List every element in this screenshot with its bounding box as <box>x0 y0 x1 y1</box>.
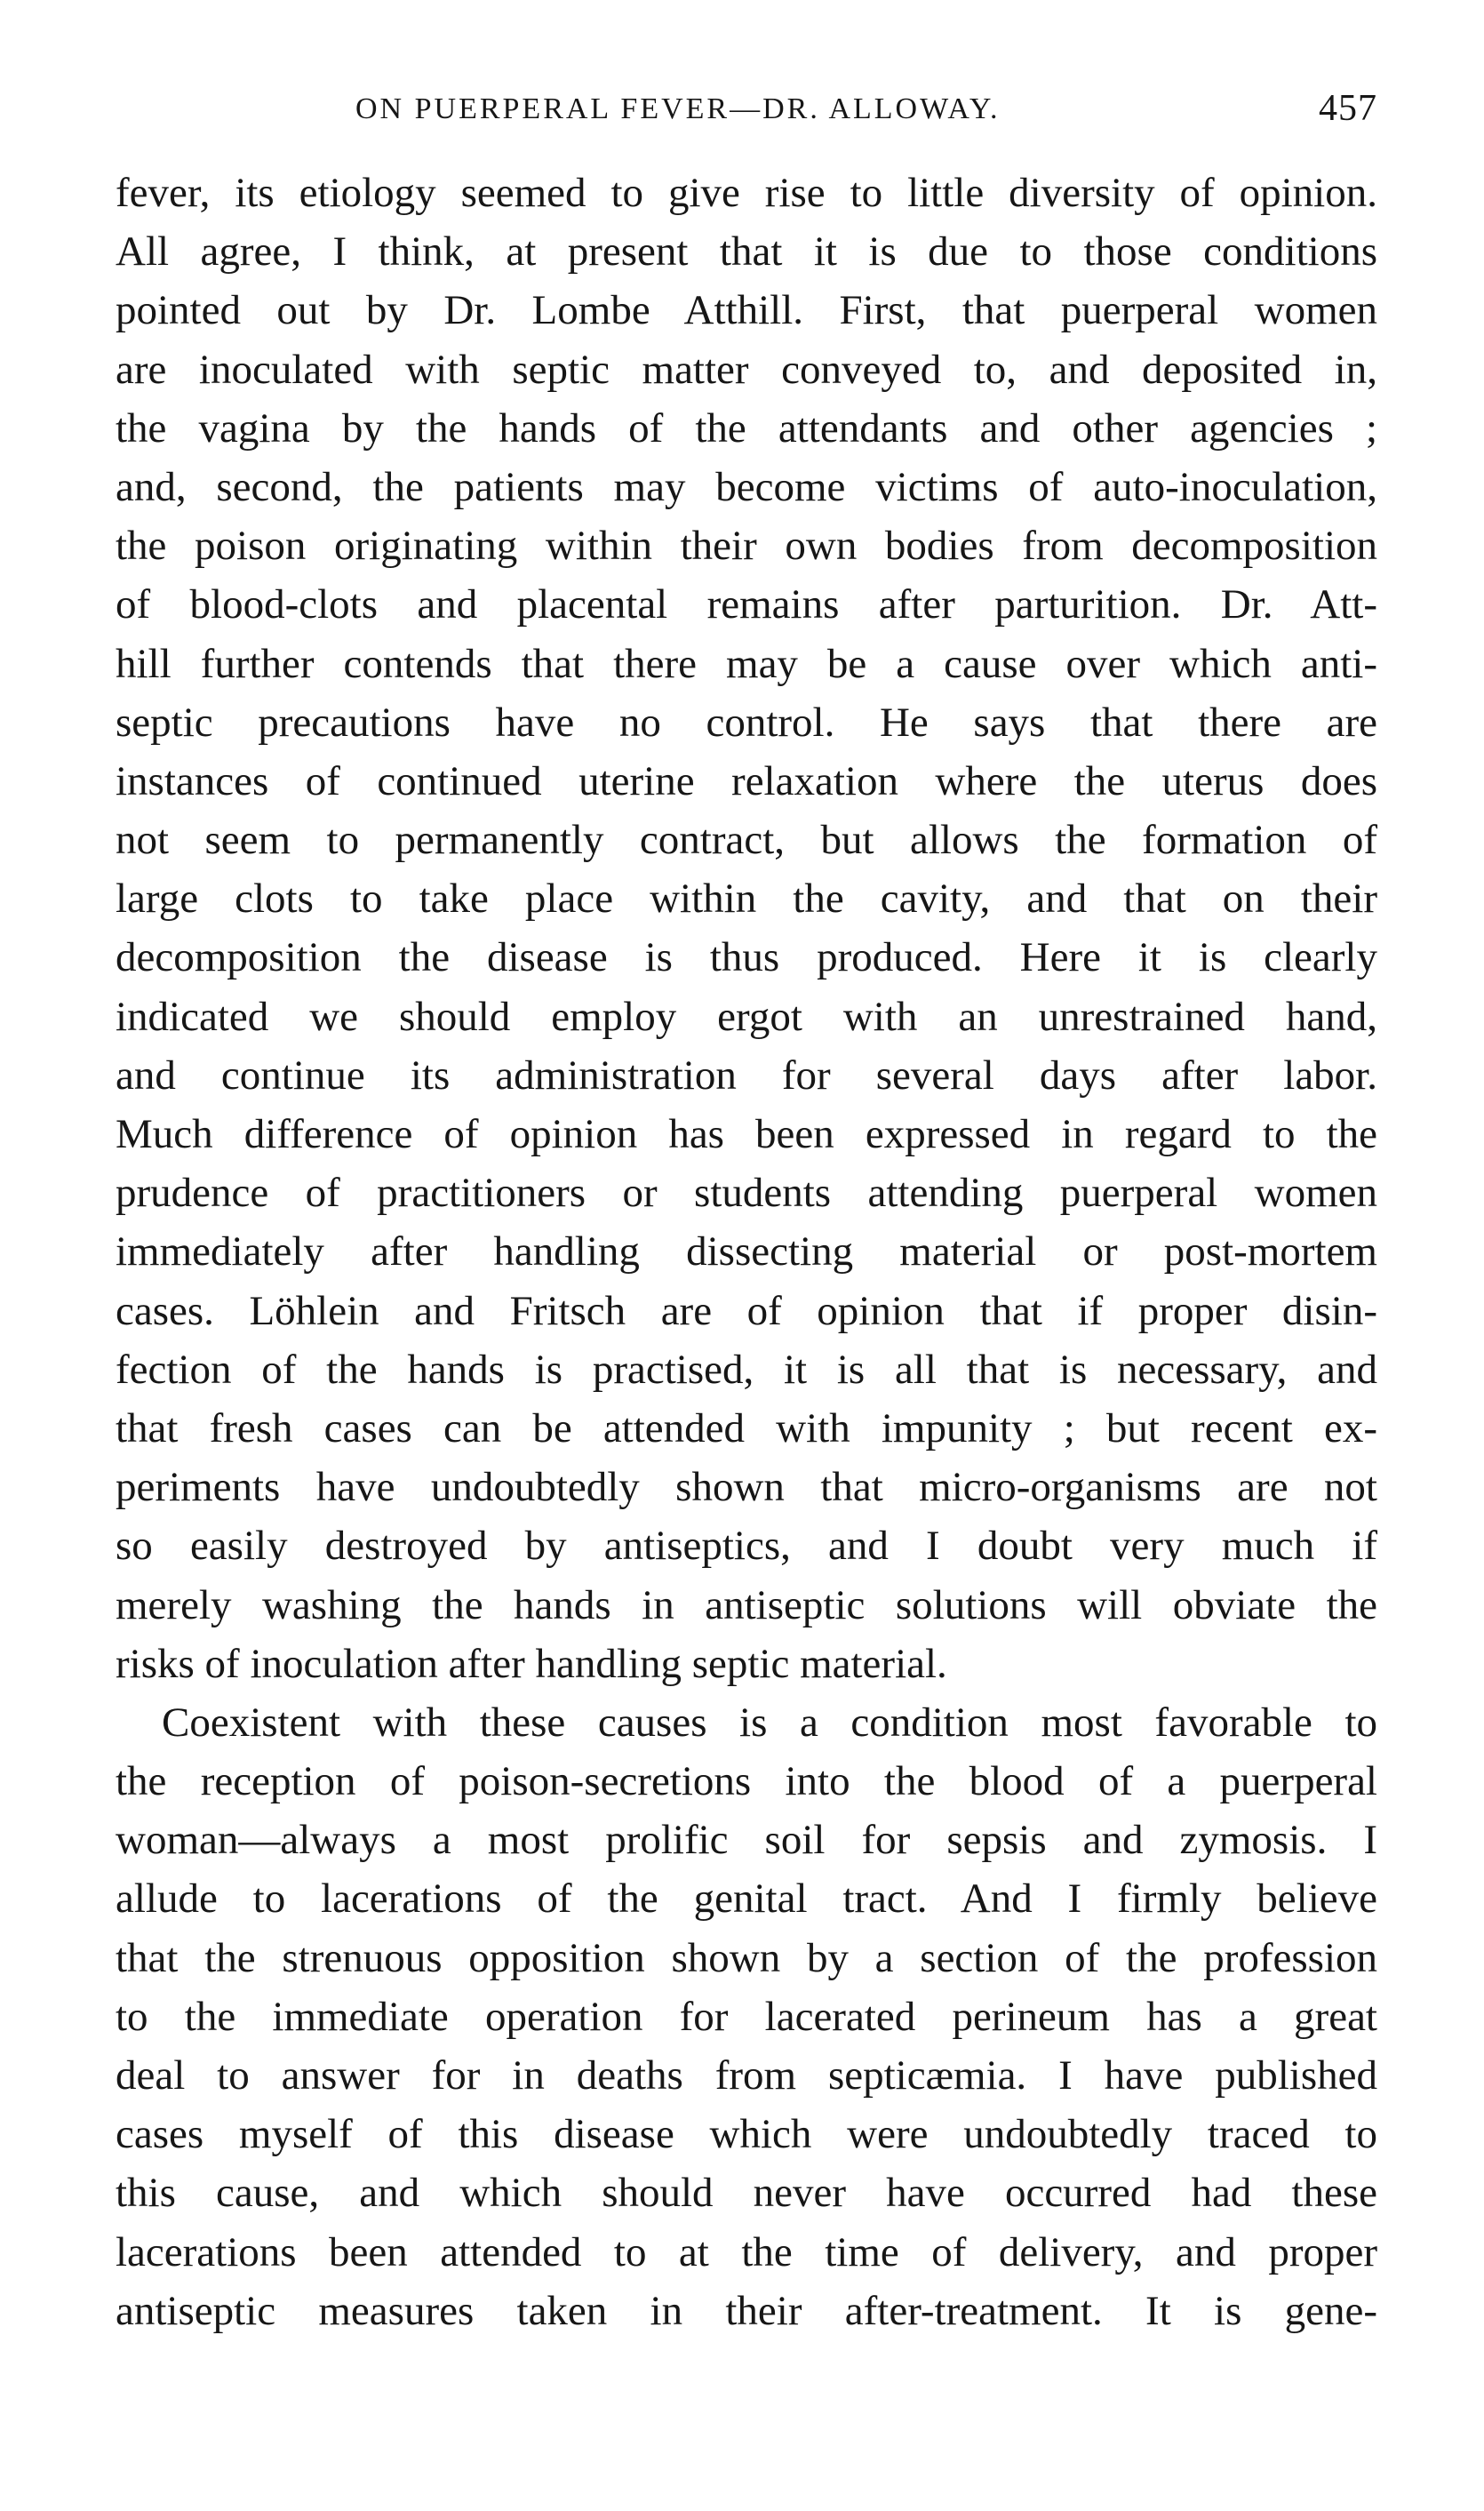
text-line: hill further contends that there may be a cause over which anti- <box>116 640 1377 687</box>
text-line: this cause, and which should never have occurred had these <box>116 2170 1377 2217</box>
paragraph-2 <box>116 1693 1377 2340</box>
text-line: fever, its etiology seemed to give rise to little diversity of opinion. <box>116 170 1377 216</box>
text-line: prudence of practitioners or students attending puerperal women <box>116 1170 1377 1217</box>
text-line: periments have undoubtedly shown that micro-organisms are not <box>116 1464 1377 1511</box>
text-line: merely washing the hands in antiseptic solutions will obviate the <box>116 1581 1377 1628</box>
text-line: that the strenuous opposition shown by a section of the profession <box>116 1934 1377 1981</box>
text-line: deal to answer for in deaths from septicæmia. I have published <box>116 2052 1377 2099</box>
text-line: are inoculated with septic matter conveyed to, and deposited in, <box>116 346 1377 393</box>
text-line: septic precautions have no control. He says that there are <box>116 699 1377 746</box>
text-line: immediately after handling dissecting material or post-mortem <box>116 1228 1377 1275</box>
text-line: pointed out by Dr. Lombe Atthill. First, that puerperal women <box>116 287 1377 334</box>
page-number: 457 <box>1319 88 1377 129</box>
text-line: and continue its administration for several days after labor. <box>116 1052 1377 1099</box>
text-line: fection of the hands is practised, it is all that is necessary, and <box>116 1346 1377 1393</box>
body-text <box>116 164 1377 2340</box>
text-line: so easily destroyed by antiseptics, and I doubt very much if <box>116 1523 1377 1570</box>
text-line: woman—always a most prolific soil for sepsis and zymosis. I <box>116 1817 1377 1864</box>
text-line: decomposition the disease is thus produced. Here it is clearly <box>116 934 1377 981</box>
text-line: of blood-clots and placental remains after parturition. Dr. Att- <box>116 581 1377 628</box>
text-line: risks of inoculation after handling septic material. <box>116 1640 947 1687</box>
text-line: indicated we should employ ergot with an unrestrained hand, <box>116 993 1377 1040</box>
text-line: instances of continued uterine relaxation where the uterus does <box>116 757 1377 804</box>
paragraph-1 <box>116 164 1377 1693</box>
text-line: and, second, the patients may become victims of auto-inoculation, <box>116 463 1377 510</box>
text-line: antiseptic measures taken in their after-treatment. It is gene- <box>116 2287 1377 2334</box>
text-line: to the immediate operation for lacerated perineum has a great <box>116 1993 1377 2040</box>
text-line: the reception of poison-secretions into the blood of a puerperal <box>116 1758 1377 1805</box>
text-line: All agree, I think, at present that it is due to those conditions <box>116 228 1377 276</box>
text-line: large clots to take place within the cavity, and that on their <box>116 876 1377 923</box>
text-line: Much difference of opinion has been expressed in regard to the <box>116 1111 1377 1157</box>
text-line: lacerations been attended to at the time of delivery, and proper <box>116 2228 1377 2275</box>
running-head <box>116 87 1377 144</box>
document-page <box>116 87 1377 2340</box>
text-line: that fresh cases can be attended with impunity ; but recent ex- <box>116 1404 1377 1451</box>
running-title: ON PUERPERAL FEVER—DR. ALLOWAY. <box>355 92 1001 125</box>
text-line: cases myself of this disease which were undoubtedly traced to <box>116 2111 1377 2158</box>
text-line: the poison originating within their own bodies from decomposition <box>116 523 1377 570</box>
text-line: allude to lacerations of the genital tract. And I firmly believe <box>116 1875 1377 1923</box>
text-line: cases. Löhlein and Fritsch are of opinion that if proper disin- <box>116 1287 1377 1334</box>
text-line: the vagina by the hands of the attendants and other agencies ; <box>116 404 1377 452</box>
text-line: Coexistent with these causes is a condition most favorable to <box>162 1699 1377 1746</box>
text-line: not seem to permanently contract, but allows the formation of <box>116 817 1377 864</box>
